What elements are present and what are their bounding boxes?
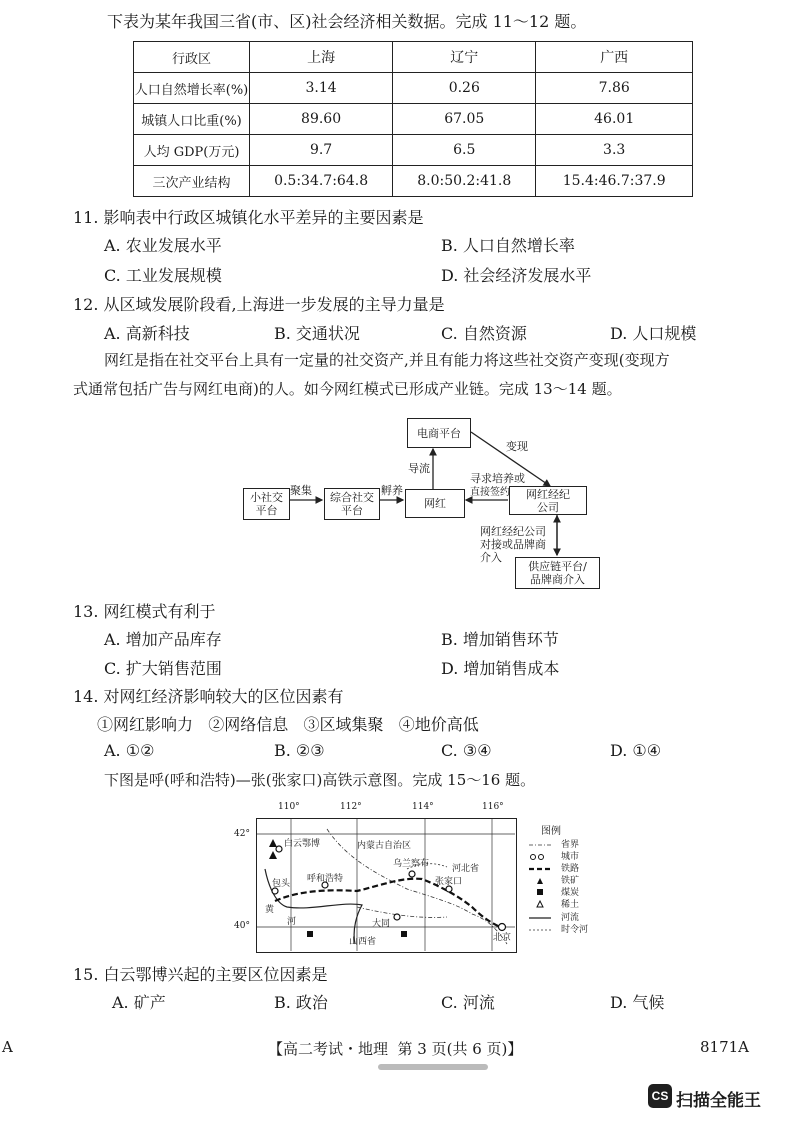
table-header-cell: 上海 xyxy=(250,42,393,73)
map-label-huang: 黄 xyxy=(265,905,275,915)
city-beijing-marker xyxy=(499,924,506,931)
legend-symbols xyxy=(525,826,555,956)
table-row xyxy=(134,73,693,104)
question-13-option-d[interactable]: D. 增加销售成本 xyxy=(441,659,560,678)
seek-label-2: 直接签约 xyxy=(470,487,510,498)
ecommerce-platform-box xyxy=(407,418,471,448)
map-label-baotou: 包头 xyxy=(272,879,291,889)
table-cell: 89.60 xyxy=(250,104,393,135)
question-15-option-d[interactable]: D. 气候 xyxy=(610,993,665,1012)
question-14-option-c[interactable]: C. ③④ xyxy=(441,741,492,760)
supply-chain-box xyxy=(515,557,600,589)
seek-label-1: 寻求培养或 xyxy=(470,472,525,485)
map-label-datong: 大同 xyxy=(372,919,391,929)
agency-label-2: 公司 xyxy=(537,500,559,514)
camscanner-logo-icon: CS xyxy=(648,1084,672,1108)
question-12-stem: 12. 从区域发展阶段看,上海进一步发展的主导力量是 xyxy=(73,295,445,314)
data-table xyxy=(133,41,693,197)
question-12-option-a[interactable]: A. 高新科技 xyxy=(104,324,190,343)
question-12-option-d[interactable]: D. 人口规模 xyxy=(610,324,697,343)
table-cell: 3.3 xyxy=(536,135,693,166)
small-social-platform-box xyxy=(243,488,290,520)
iron-ore-icon-2 xyxy=(269,851,277,859)
legend-title: 图例 xyxy=(541,826,561,837)
lat-42-label: 42° xyxy=(234,829,250,839)
map-label-he: 河 xyxy=(287,917,297,927)
city-datong-marker xyxy=(394,914,400,920)
supply-chain-label-1: 供应链平台/ xyxy=(528,560,587,573)
influencer-agency-box xyxy=(509,486,587,515)
scan-shadow xyxy=(378,1064,488,1070)
question-15-option-a[interactable]: A. 矿产 xyxy=(112,993,166,1012)
question-15-stem: 15. 白云鄂博兴起的主要区位因素是 xyxy=(73,965,328,984)
lon-114-label: 114° xyxy=(412,802,434,812)
small-social-label-2: 平台 xyxy=(255,504,278,517)
legend-river: 河流 xyxy=(561,913,580,923)
influencer-label: 网红 xyxy=(424,497,446,510)
question-11-option-a[interactable]: A. 农业发展水平 xyxy=(104,236,222,255)
table-cell: 0.5:34.7:64.8 xyxy=(250,166,393,197)
question-13-option-b[interactable]: B. 增加销售环节 xyxy=(441,630,559,649)
table-cell: 8.0:50.2:41.8 xyxy=(393,166,536,197)
footer-code: 8171A xyxy=(700,1038,750,1056)
iron-ore-icon xyxy=(269,839,277,847)
divert-label: 导流 xyxy=(408,462,430,475)
table-cell: 9.7 xyxy=(250,135,393,166)
lon-116-label: 116° xyxy=(482,802,504,812)
map-label-ulanqab: 乌兰察布 xyxy=(393,859,430,869)
incubate-label: 孵养 xyxy=(381,484,403,497)
map-label-shanxi: 山西省 xyxy=(349,937,377,947)
question-13-stem: 13. 网红模式有利于 xyxy=(73,602,216,621)
lon-110-label: 110° xyxy=(278,802,300,812)
table-cell: 7.86 xyxy=(536,73,693,104)
table-cell: 6.5 xyxy=(393,135,536,166)
map-label-neimeng: 内蒙古自治区 xyxy=(357,841,412,851)
question-14-option-a[interactable]: A. ①② xyxy=(104,741,155,760)
intro-text-13-14-line1: 网红是指在社交平台上具有一定量的社交资产,并且有能力将这些社交资产变现(变现方 xyxy=(104,351,670,369)
intro-text-13-14-line2: 式通常包括广告与网红电商)的人。如今网红模式已形成产业链。完成 13～14 题。 xyxy=(73,380,622,398)
small-social-label-1: 小社交 xyxy=(250,491,283,504)
table-cell: 三次产业结构 xyxy=(134,166,250,197)
lat-40-label: 40° xyxy=(234,921,250,931)
question-14-option-b[interactable]: B. ②③ xyxy=(274,741,325,760)
table-row xyxy=(134,104,693,135)
agency-label-1: 网红经纪 xyxy=(526,487,570,501)
legend-rare-earth: 稀土 xyxy=(561,900,580,910)
table-row xyxy=(134,135,693,166)
question-15-option-b[interactable]: B. 政治 xyxy=(274,993,328,1012)
legend-seasonal-river: 时令河 xyxy=(561,925,589,935)
coal-icon-2 xyxy=(401,931,407,937)
table-header-cell: 广西 xyxy=(536,42,693,73)
question-12-option-c[interactable]: C. 自然资源 xyxy=(441,324,527,343)
intro-text-15-16: 下图是呼(呼和浩特)—张(张家口)高铁示意图。完成 15～16 题。 xyxy=(104,771,536,789)
legend-city: 城市 xyxy=(561,852,580,862)
map-label-baiyun: 白云鄂博 xyxy=(284,839,321,849)
ecommerce-platform-label: 电商平台 xyxy=(417,426,461,440)
question-15-option-c[interactable]: C. 河流 xyxy=(441,993,495,1012)
question-11-option-b[interactable]: B. 人口自然增长率 xyxy=(441,236,575,255)
question-14-stem: 14. 对网红经济影响较大的区位因素有 xyxy=(73,687,344,706)
map-label-zhangjiakou: 张家口 xyxy=(435,877,463,887)
influencer-box xyxy=(405,489,465,518)
question-11-stem: 11. 影响表中行政区城镇化水平差异的主要因素是 xyxy=(73,208,424,227)
integrated-social-label-2: 平台 xyxy=(341,504,363,517)
legend-province: 省界 xyxy=(561,840,580,850)
legend-railway: 铁路 xyxy=(561,864,580,874)
watermark-text: 扫描全能王 xyxy=(676,1091,761,1110)
table-cell: 67.05 xyxy=(393,104,536,135)
intro-text-11-12: 下表为某年我国三省(市、区)社会经济相关数据。完成 11～12 题。 xyxy=(107,12,587,31)
legend-coal: 煤炭 xyxy=(561,888,580,898)
table-cell: 城镇人口比重(%) xyxy=(134,104,250,135)
coal-icon xyxy=(307,931,313,937)
monetize-label: 变现 xyxy=(506,440,528,453)
table-cell: 46.01 xyxy=(536,104,693,135)
footer-page-info: 【高二考试・地理 第 3 页(共 6 页)】 xyxy=(268,1040,523,1058)
question-13-option-c[interactable]: C. 扩大销售范围 xyxy=(104,659,222,678)
question-11-option-c[interactable]: C. 工业发展规模 xyxy=(104,266,222,285)
map-frame xyxy=(256,818,517,953)
map-label-beijing: 北京 xyxy=(493,933,512,943)
integrated-social-platform-box xyxy=(324,488,380,520)
table-header-row xyxy=(134,42,693,73)
table-cell: 0.26 xyxy=(393,73,536,104)
table-header-cell: 辽宁 xyxy=(393,42,536,73)
footer-left-mark: A xyxy=(2,1038,13,1056)
table-header-cell: 行政区 xyxy=(134,42,250,73)
question-13-option-a[interactable]: A. 增加产品库存 xyxy=(104,630,222,649)
city-ulanqab-marker xyxy=(409,871,415,877)
table-cell: 15.4:46.7:37.9 xyxy=(536,166,693,197)
influencer-flow-diagram xyxy=(240,412,620,597)
dock-label-2: 对接或品牌商 xyxy=(480,538,546,551)
map-label-hebei: 河北省 xyxy=(452,864,480,874)
lon-112-label: 112° xyxy=(340,802,362,812)
legend-iron: 铁矿 xyxy=(561,876,580,886)
table-cell: 人均 GDP(万元) xyxy=(134,135,250,166)
gather-label: 聚集 xyxy=(290,484,312,497)
map-legend xyxy=(525,826,605,956)
question-11-option-d[interactable]: D. 社会经济发展水平 xyxy=(441,266,592,285)
table-row xyxy=(134,166,693,197)
table-cell: 人口自然增长率(%) xyxy=(134,73,250,104)
question-12-option-b[interactable]: B. 交通状况 xyxy=(274,324,360,343)
map-label-hohhot: 呼和浩特 xyxy=(307,874,344,884)
question-14-option-d[interactable]: D. ①④ xyxy=(610,741,662,760)
table-cell: 3.14 xyxy=(250,73,393,104)
question-14-items: ①网红影响力 ②网络信息 ③区域集聚 ④地价高低 xyxy=(97,715,479,734)
dock-label-1: 网红经纪公司 xyxy=(480,525,546,538)
integrated-social-label-1: 综合社交 xyxy=(330,491,374,504)
dock-label-3: 介入 xyxy=(480,551,502,564)
supply-chain-label-2: 品牌商介入 xyxy=(530,573,585,586)
